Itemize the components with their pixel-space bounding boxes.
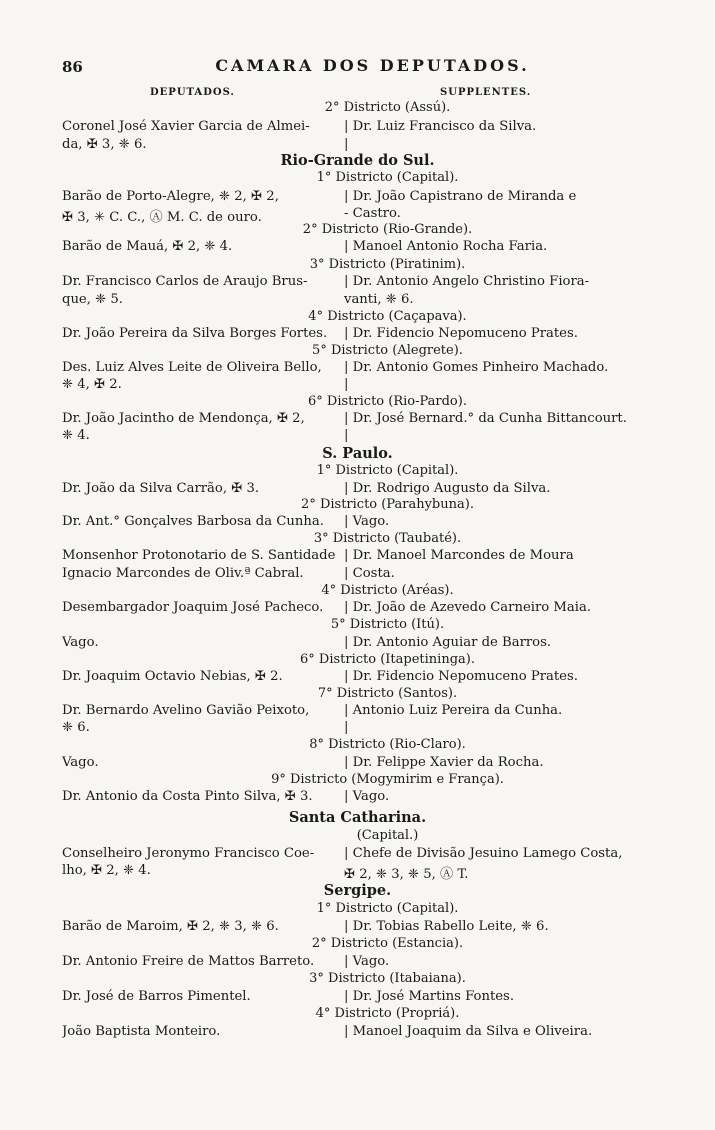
supplente-entry: | Dr. Rodrigo Augusto da Silva. [344, 481, 629, 496]
district-heading: 8° Districto (Rio-Claro). [309, 737, 466, 752]
supplente-entry: | Dr. Antonio Gomes Pinheiro Machado. [344, 360, 629, 375]
supplente-entry: ✠ 2, ❈ 3, ❈ 5, Ⓐ T. [344, 867, 469, 882]
supplente-entry: | Vago. [344, 954, 629, 969]
supplente-entry: | Dr. Fidencio Nepomuceno Prates. [344, 669, 629, 684]
district-heading: (Capital.) [356, 828, 419, 843]
district-heading: 3° Districto (Itabaiana). [309, 971, 466, 986]
supplente-entry: | Dr. Antonio Aguiar de Barros. [344, 635, 629, 650]
district-heading: 1° Districto (Capital). [316, 170, 459, 185]
supplente-entry [344, 720, 629, 735]
deputado-entry: Coronel José Xavier Garcia de Almei- [62, 119, 310, 134]
district-heading: 5° Districto (Itú). [330, 617, 445, 632]
district-heading: 6° Districto (Rio-Pardo). [308, 394, 467, 409]
column-heading-deputados: DEPUTADOS. [150, 87, 235, 98]
deputado-entry: Ignacio Marcondes de Oliv.ª Cabral. [62, 566, 304, 581]
supplente-entry: | Dr. Manoel Marcondes de Moura [344, 548, 629, 563]
deputado-entry: Dr. Bernardo Avelino Gavião Peixoto, [62, 703, 310, 718]
deputado-entry: lho, ✠ 2, ❈ 4. [62, 863, 151, 878]
district-heading: 2° Districto (Estancia). [311, 936, 464, 951]
deputado-entry: Dr. Joaquim Octavio Nebias, ✠ 2. [62, 669, 283, 684]
deputado-entry: Dr. Ant.° Gonçalves Barbosa da Cunha. [62, 514, 324, 529]
supplente-entry: | Chefe de Divisão Jesuino Lamego Costa, [344, 846, 629, 861]
supplente-entry: | Dr. Luiz Francisco da Silva. [344, 119, 629, 134]
deputado-entry: João Baptista Monteiro. [62, 1024, 221, 1039]
deputado-entry: Dr. João da Silva Carrão, ✠ 3. [62, 481, 260, 496]
supplente-entry: | Dr. João de Azevedo Carneiro Maia. [344, 600, 629, 615]
supplente-entry: | Dr. José Martins Fontes. [344, 989, 629, 1004]
deputado-entry: ❈ 6. [62, 720, 90, 735]
deputado-entry: Dr. João Jacintho de Mendonça, ✠ 2, [62, 411, 305, 426]
deputado-entry: Vago. [62, 755, 99, 770]
deputado-entry: ✠ 3, ✳ C. C., Ⓐ M. C. de ouro. [62, 210, 262, 225]
district-heading: 9° Districto (Mogymirim e França). [271, 772, 504, 787]
deputado-entry: Barão de Maroim, ✠ 2, ❈ 3, ❈ 6. [62, 919, 279, 934]
supplente-entry: - Castro. [344, 206, 401, 221]
district-heading: 6° Districto (Itapetininga). [300, 652, 475, 667]
supplente-entry: | Manoel Antonio Rocha Faria. [344, 239, 629, 254]
supplente-entry: | Vago. [344, 514, 629, 529]
deputado-entry: Desembargador Joaquim José Pacheco. [62, 600, 324, 615]
deputado-entry: Barão de Porto-Alegre, ❈ 2, ✠ 2, [62, 189, 279, 204]
supplente-entry: | Costa. [344, 566, 629, 581]
deputado-entry: que, ❈ 5. [62, 292, 123, 307]
district-heading: 3° Districto (Piratinim). [309, 257, 466, 272]
supplente-entry [344, 428, 629, 443]
supplente-entry [344, 377, 629, 392]
deputado-entry: Dr. José de Barros Pimentel. [62, 989, 251, 1004]
district-heading: 1° Districto (Capital). [316, 901, 459, 916]
supplente-entry: | Dr. Tobias Rabello Leite, ❈ 6. [344, 919, 629, 934]
district-heading: 2° Districto (Parahybuna). [301, 497, 474, 512]
supplente-entry: | Dr. Felippe Xavier da Rocha. [344, 755, 629, 770]
supplente-entry: | Vago. [344, 789, 629, 804]
deputado-entry: Des. Luiz Alves Leite de Oliveira Bello, [62, 360, 322, 375]
province-heading: Santa Catharina. [288, 809, 427, 826]
district-heading: 4° Districto (Aréas). [321, 583, 454, 598]
district-heading: 4° Districto (Propriá). [315, 1006, 460, 1021]
deputado-entry: Dr. Antonio da Costa Pinto Silva, ✠ 3. [62, 789, 313, 804]
district-heading: 7° Districto (Santos). [317, 686, 458, 701]
running-head: CAMARA DOS DEPUTADOS. [215, 56, 530, 75]
province-heading: S. Paulo. [322, 445, 393, 462]
column-heading-supplentes: SUPPLENTES. [440, 87, 532, 98]
province-heading: Sergipe. [323, 882, 392, 899]
district-heading: 2° Districto (Assú). [324, 100, 451, 115]
page-number: 86 [62, 58, 83, 76]
deputado-entry: Dr. Francisco Carlos de Araujo Brus- [62, 274, 308, 289]
deputado-entry: Conselheiro Jeronymo Francisco Coe- [62, 846, 315, 861]
district-heading: 2° Districto (Rio-Grande). [302, 222, 473, 237]
supplente-entry: vanti, ❈ 6. [344, 292, 414, 307]
supplente-entry: | Antonio Luiz Pereira da Cunha. [344, 703, 629, 718]
supplente-entry: | Dr. João Capistrano de Miranda e [344, 189, 629, 204]
district-heading: 4° Districto (Caçapava). [308, 309, 467, 324]
province-heading: Rio-Grande do Sul. [280, 152, 435, 169]
supplente-entry: | Dr. Antonio Angelo Christino Fiora- [344, 274, 629, 289]
deputado-entry: Dr. Antonio Freire de Mattos Barreto. [62, 954, 315, 969]
deputado-entry: da, ✠ 3, ❈ 6. [62, 137, 147, 152]
deputado-entry: Monsenhor Protonotario de S. Santidade [62, 548, 336, 563]
deputado-entry: ❈ 4. [62, 428, 90, 443]
district-heading: 5° Districto (Alegrete). [312, 343, 463, 358]
district-heading: 1° Districto (Capital). [316, 463, 459, 478]
deputado-entry: ❈ 4, ✠ 2. [62, 377, 122, 392]
supplente-entry: | Dr. Fidencio Nepomuceno Prates. [344, 326, 629, 341]
supplente-entry: | Dr. José Bernard.° da Cunha Bittancourt. [344, 411, 629, 426]
supplente-entry [344, 137, 629, 152]
supplente-entry: | Manoel Joaquim da Silva e Oliveira. [344, 1024, 629, 1039]
deputado-entry: Dr. João Pereira da Silva Borges Fortes. [62, 326, 328, 341]
deputado-entry: Vago. [62, 635, 99, 650]
district-heading: 3° Districto (Taubaté). [313, 531, 462, 546]
deputado-entry: Barão de Mauá, ✠ 2, ❈ 4. [62, 239, 233, 254]
